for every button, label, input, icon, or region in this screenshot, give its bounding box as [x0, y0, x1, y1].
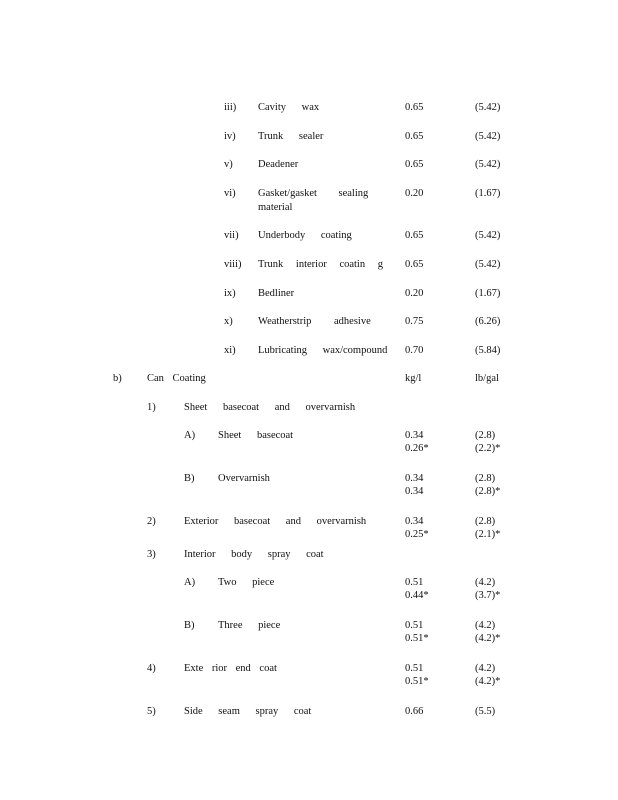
item-kg-value: 0.65	[405, 230, 424, 241]
item-kg-value: 0.70	[405, 345, 424, 356]
item-number: xi)	[224, 345, 236, 356]
item-letter: B)	[184, 620, 195, 631]
subsection-title: Interior body spray coat	[184, 549, 324, 560]
item-kg-value: 0.65	[405, 259, 424, 270]
item-lb-value: (1.67)	[475, 288, 501, 299]
item-kg-value: 0.65	[405, 102, 424, 113]
item-name: Underbody coating	[258, 230, 352, 241]
subsection-title: Side seam spray coat	[184, 706, 312, 717]
item-kg-value: 0.34	[405, 430, 424, 441]
item-lb-value-alt: (3.7)*	[475, 590, 501, 601]
subsection-title: Exterior basecoat and overvarnish	[184, 516, 367, 527]
item-lb-value: (2.8)	[475, 516, 496, 527]
item-kg-value: 0.66	[405, 706, 424, 717]
item-kg-value: 0.65	[405, 159, 424, 170]
item-lb-value: (5.42)	[475, 259, 501, 270]
item-name-continued: material	[258, 202, 293, 213]
item-kg-value: 0.51	[405, 620, 424, 631]
item-name: Sheet basecoat	[218, 430, 294, 441]
item-kg-value: 0.34	[405, 516, 424, 527]
item-letter: B)	[184, 473, 195, 484]
item-lb-value-alt: (2.2)*	[475, 443, 501, 454]
item-lb-value: (4.2)	[475, 620, 496, 631]
item-kg-value: 0.20	[405, 188, 424, 199]
section-title: Can Coating	[147, 373, 206, 384]
item-lb-value: (5.42)	[475, 159, 501, 170]
item-name: Two piece	[218, 577, 275, 588]
item-number: vi)	[224, 188, 236, 199]
item-lb-value: (5.5)	[475, 706, 496, 717]
item-lb-value: (1.67)	[475, 188, 501, 199]
item-number: iv)	[224, 131, 236, 142]
item-lb-value: (5.42)	[475, 131, 501, 142]
item-number: x)	[224, 316, 233, 327]
item-kg-value-alt: 0.26*	[405, 443, 429, 454]
item-kg-value-alt: 0.51*	[405, 676, 429, 687]
item-kg-value-alt: 0.34	[405, 486, 424, 497]
subsection-title: Sheet basecoat and overvarnish	[184, 402, 356, 413]
subsection-number: 3)	[147, 549, 156, 560]
item-lb-value: (2.8)	[475, 430, 496, 441]
item-kg-value-alt: 0.25*	[405, 529, 429, 540]
item-lb-value-alt: (2.8)*	[475, 486, 501, 497]
item-lb-value: (5.42)	[475, 102, 501, 113]
item-number: v)	[224, 159, 233, 170]
item-number: viii)	[224, 259, 242, 270]
item-lb-value-alt: (2.1)*	[475, 529, 501, 540]
item-lb-value-alt: (4.2)*	[475, 633, 501, 644]
subsection-number: 4)	[147, 663, 156, 674]
item-number: ix)	[224, 288, 236, 299]
item-name: Lubricating wax/compound	[258, 345, 388, 356]
section-label: b)	[113, 373, 122, 384]
item-lb-value: (2.8)	[475, 473, 496, 484]
subsection-number: 5)	[147, 706, 156, 717]
item-kg-value: 0.51	[405, 577, 424, 588]
item-kg-value-alt: 0.51*	[405, 633, 429, 644]
item-kg-value: 0.20	[405, 288, 424, 299]
item-name: Overvarnish	[218, 473, 270, 484]
subsection-number: 2)	[147, 516, 156, 527]
subsection-title: Exte rior end coat	[184, 663, 277, 674]
item-name: Three piece	[218, 620, 281, 631]
item-kg-value: 0.75	[405, 316, 424, 327]
item-lb-value: (4.2)	[475, 663, 496, 674]
item-lb-value: (5.84)	[475, 345, 501, 356]
item-kg-value: 0.51	[405, 663, 424, 674]
item-number: iii)	[224, 102, 237, 113]
unit-lb-header: lb/gal	[475, 373, 499, 384]
unit-kg-header: kg/l	[405, 373, 422, 384]
item-letter: A)	[184, 577, 196, 588]
item-name: Bedliner	[258, 288, 295, 299]
item-name: Trunk sealer	[258, 131, 324, 142]
item-name: Trunk interior coatin g	[258, 259, 383, 270]
item-kg-value: 0.65	[405, 131, 424, 142]
item-name: Deadener	[258, 159, 299, 170]
item-lb-value: (6.26)	[475, 316, 501, 327]
item-kg-value: 0.34	[405, 473, 424, 484]
item-name: Gasket/gasket sealing	[258, 188, 369, 199]
subsection-number: 1)	[147, 402, 156, 413]
item-number: vii)	[224, 230, 239, 241]
item-name: Weatherstrip adhesive	[258, 316, 371, 327]
item-lb-value: (5.42)	[475, 230, 501, 241]
item-kg-value-alt: 0.44*	[405, 590, 429, 601]
item-lb-value: (4.2)	[475, 577, 496, 588]
item-lb-value-alt: (4.2)*	[475, 676, 501, 687]
item-name: Cavity wax	[258, 102, 320, 113]
item-letter: A)	[184, 430, 196, 441]
